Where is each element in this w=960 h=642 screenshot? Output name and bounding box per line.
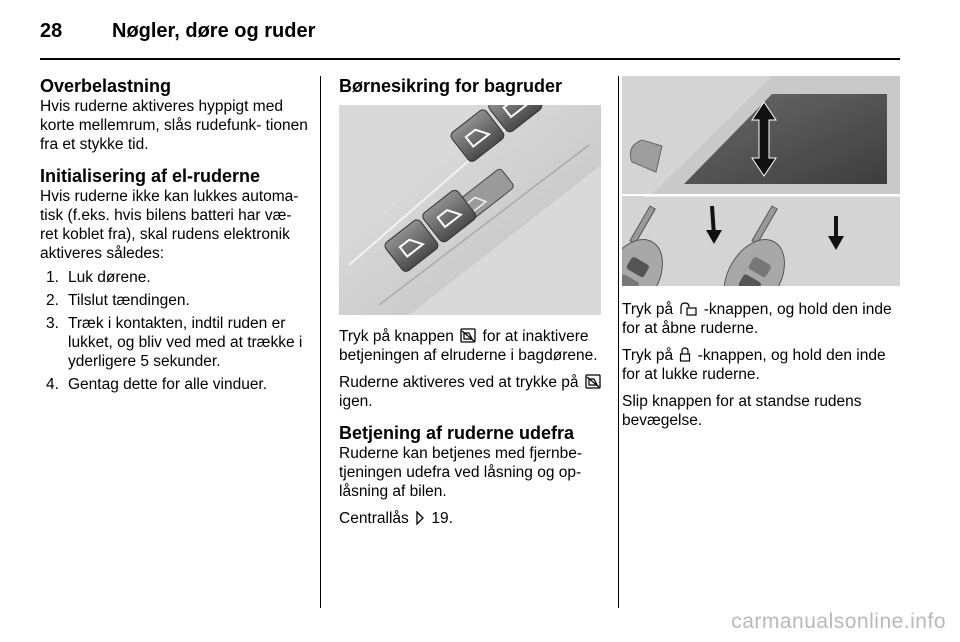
header-rule — [40, 58, 900, 60]
column-left — [40, 76, 308, 398]
lock-icon — [679, 347, 691, 362]
column-middle — [339, 76, 604, 528]
list-item: 2. Tilslut tændingen. — [46, 292, 190, 309]
column-right — [622, 76, 907, 430]
overload-text: Hvis ruderne aktiveres hyppigt med korte mellemrum, slås rudefunk- tionen fra et stykke tid. — [40, 98, 308, 153]
window-switch-panel-illustration — [339, 105, 601, 315]
init-heading: Initialisering af el-ruderne — [40, 166, 261, 186]
central-lock-reference: Centrallås 19. — [339, 510, 453, 527]
outside-operation-text: Ruderne kan betjenes med fjernbe- tjeningen udefra ved låsning og op- låsning af bilen. — [339, 445, 582, 500]
release-text: Slip knappen for at standse rudens bevægelse. — [622, 393, 862, 429]
page-header — [40, 20, 920, 60]
page-number: 28 — [40, 20, 63, 42]
child-safety-heading: Børnesikring for bagruder — [339, 76, 563, 96]
outside-operation-heading: Betjening af ruderne udefra — [339, 423, 575, 443]
list-item: 3. Træk i kontakten, indtil ruden er lukket, og bliv ved med at trække i yderligere 5 sekunder. — [46, 315, 303, 370]
chapter-title: Nøgler, døre og ruder — [112, 20, 316, 42]
list-item: 1. Luk dørene. — [46, 269, 151, 286]
unlock-icon — [679, 302, 697, 316]
column-divider-2 — [618, 76, 619, 608]
init-steps-list — [40, 268, 308, 394]
column-divider-1 — [320, 76, 321, 608]
init-text: Hvis ruderne ikke kan lukkes automa- tisk (f.eks. hvis bilens batteri har væ- ret koblet fra), skal rudens elektronik aktiveres således: — [40, 188, 299, 262]
list-item: 4. Gentag dette for alle vinduer. — [46, 376, 268, 393]
child-lock-window-icon — [585, 374, 601, 389]
overload-heading: Overbelastning — [40, 76, 172, 96]
child-lock-window-icon — [460, 328, 476, 343]
remote-key-window-illustration — [622, 76, 900, 286]
reactivate-text: Ruderne aktiveres ved at trykke på igen. — [339, 373, 604, 411]
open-windows-text: Tryk på -knappen, og hold den inde for at åbne ruderne. — [622, 301, 892, 337]
close-windows-text: Tryk på -knappen, og hold den inde for at lukke ruderne. — [622, 347, 886, 383]
page-reference-arrow-icon — [415, 511, 425, 525]
watermark: carmanualsonline.info — [731, 610, 946, 633]
child-lock-text: Tryk på knappen for at inaktivere betjeningen af elruderne i bagdørene. — [339, 328, 598, 364]
